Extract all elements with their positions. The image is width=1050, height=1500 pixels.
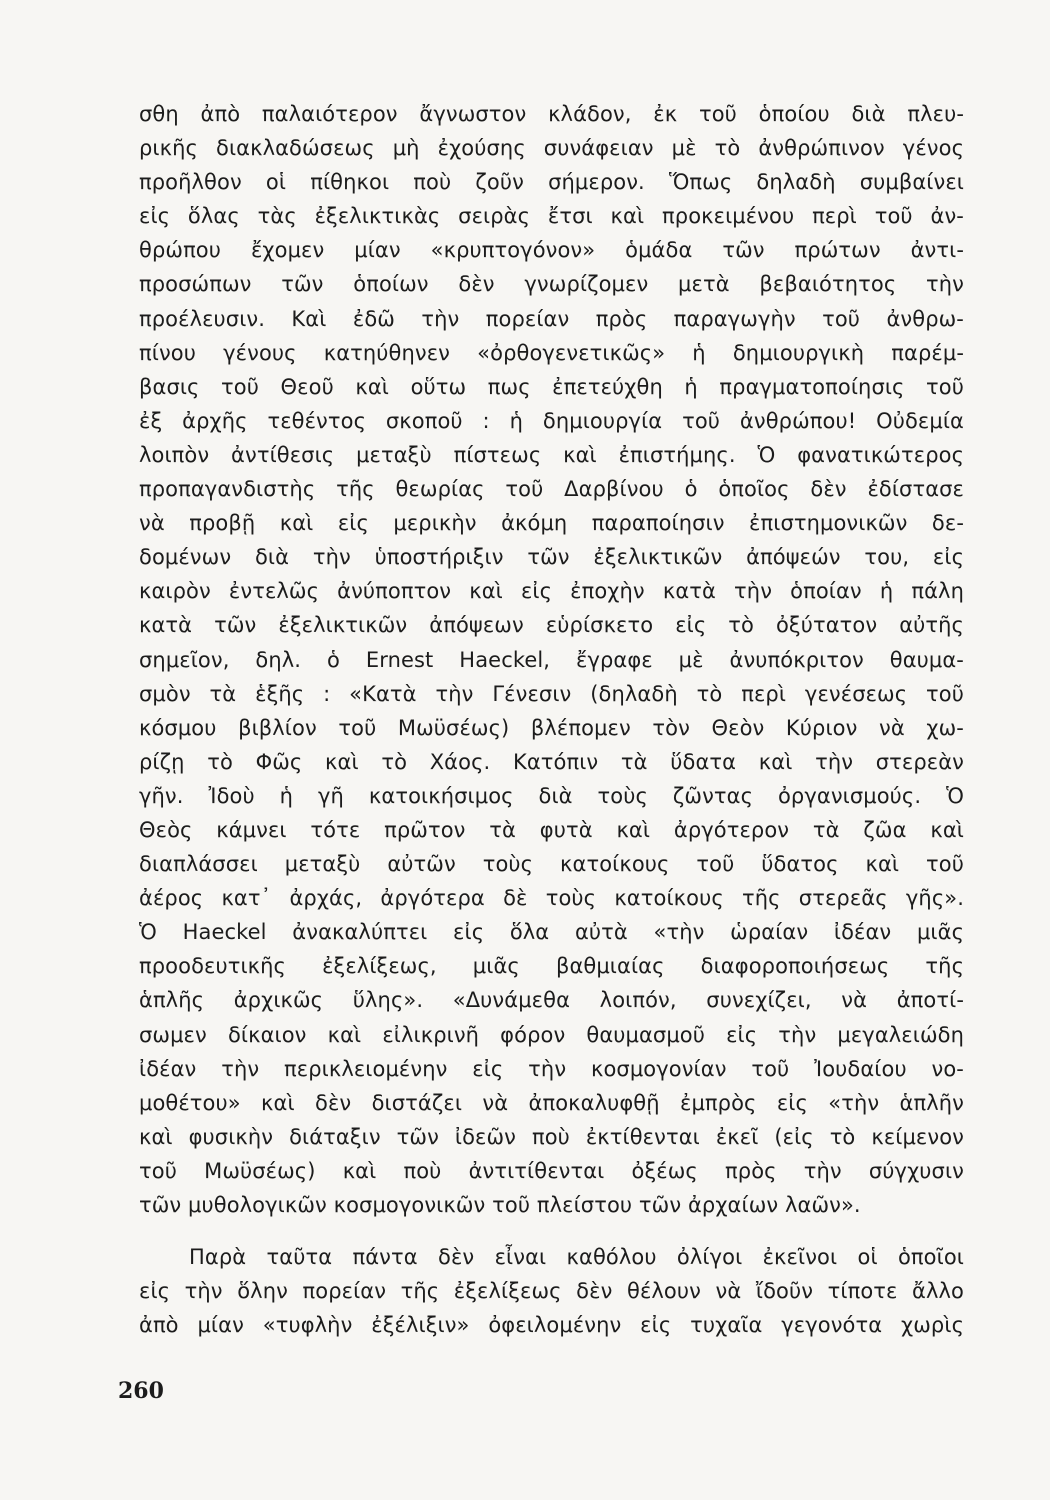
text-line: Παρὰ ταῦτα πάντα δὲν εἶναι καθόλου ὀλίγοι ἐκεῖνοι οἱ ὁποῖοι bbox=[189, 1245, 964, 1269]
text-line: προπαγανδιστὴς τῆς θεωρίας τοῦ Δαρβίνου ὁ ὁποῖος δὲν ἐδίστασε bbox=[139, 477, 964, 502]
text-line: σημεῖον, δηλ. ὁ Ernest Haeckel, ἔγραφε μὲ ἀνυπόκριτον θαυμα- bbox=[139, 647, 964, 672]
text-line: ἀέρος κατ᾿ ἀρχάς, ἀργότερα δὲ τοὺς κατοίκους τῆς στερεᾶς γῆς». bbox=[139, 886, 964, 911]
paragraph-1 bbox=[139, 97, 964, 1222]
text-line: τῶν μυθολογικῶν κοσμογονικῶν τοῦ πλείστου τῶν ἀρχαίων λαῶν». bbox=[139, 1193, 861, 1217]
text-line: μοθέτου» καὶ δὲν διστάζει νὰ ἀποκαλυφθῇ ἐμπρὸς εἰς «τὴν ἁπλῆν bbox=[139, 1090, 964, 1115]
text-line: εἰς τὴν ὅλην πορείαν τῆς ἐξελίξεως δὲν θέλουν νὰ ἴδοῦν τίποτε ἄλλο bbox=[139, 1279, 964, 1304]
text-line: σμὸν τὰ ἑξῆς : «Κατὰ τὴν Γένεσιν (δηλαδὴ τὸ περὶ γενέσεως τοῦ bbox=[139, 681, 964, 706]
text-line: προοδευτικῆς ἐξελίξεως, μιᾶς βαθμιαίας διαφοροποιήσεως τῆς bbox=[139, 954, 964, 979]
page-number: 260 bbox=[118, 1378, 164, 1404]
text-line: κατὰ τῶν ἐξελικτικῶν ἀπόψεων εὑρίσκετο εἰς τὸ ὀξύτατον αὐτῆς bbox=[139, 613, 964, 638]
text-line: λοιπὸν ἀντίθεσις μεταξὺ πίστεως καὶ ἐπιστήμης. Ὁ φανατικώτερος bbox=[139, 442, 964, 467]
text-line: προῆλθον οἱ πίθηκοι ποὺ ζοῦν σήμερον. Ὅπως δηλαδὴ συμβαίνει bbox=[139, 170, 964, 195]
text-line: τοῦ Μωϋσέως) καὶ ποὺ ἀντιτίθενται ὀξέως πρὸς τὴν σύγχυσιν bbox=[139, 1158, 964, 1183]
text-line: νὰ προβῇ καὶ εἰς μερικὴν ἀκόμη παραποίησιν ἐπιστημονικῶν δε- bbox=[139, 511, 964, 536]
text-line: σθη ἀπὸ παλαιότερον ἄγνωστον κλάδον, ἐκ τοῦ ὁποίου διὰ πλευ- bbox=[139, 102, 964, 126]
paragraph-2 bbox=[139, 1240, 964, 1342]
text-line: ἀπὸ μίαν «τυφλὴν ἐξέλιξιν» ὀφειλομένην εἰς τυχαῖα γεγονότα χωρὶς bbox=[139, 1313, 964, 1338]
text-line: Θεὸς κάμνει τότε πρῶτον τὰ φυτὰ καὶ ἀργότερον τὰ ζῶα καὶ bbox=[139, 817, 964, 842]
text-line: Ὁ Haeckel ἀνακαλύπτει εἰς ὅλα αὐτὰ «τὴν ὡραίαν ἰδέαν μιᾶς bbox=[139, 920, 964, 945]
text-line: ρίζῃ τὸ Φῶς καὶ τὸ Χάος. Κατόπιν τὰ ὕδατα καὶ τὴν στερεὰν bbox=[139, 749, 964, 774]
text-line: ἰδέαν τὴν περικλειομένην εἰς τὴν κοσμογονίαν τοῦ Ἰουδαίου νο- bbox=[139, 1056, 964, 1081]
text-line: προέλευσιν. Καὶ ἐδῶ τὴν πορείαν πρὸς παραγωγὴν τοῦ ἀνθρω- bbox=[139, 306, 964, 331]
text-line: εἰς ὅλας τὰς ἐξελικτικὰς σειρὰς ἔτσι καὶ προκειμένου περὶ τοῦ ἀν- bbox=[139, 204, 964, 229]
text-line: διαπλάσσει μεταξὺ αὐτῶν τοὺς κατοίκους τοῦ ὕδατος καὶ τοῦ bbox=[139, 852, 964, 877]
text-line: θρώπου ἔχομεν μίαν «κρυπτογόνον» ὁμάδα τῶν πρώτων ἀντι- bbox=[139, 238, 964, 263]
text-line: κόσμου βιβλίον τοῦ Μωϋσέως) βλέπομεν τὸν Θεὸν Κύριον νὰ χω- bbox=[139, 715, 964, 740]
text-line: βασις τοῦ Θεοῦ καὶ οὕτω πως ἐπετεύχθη ἡ πραγματοποίησις τοῦ bbox=[139, 374, 964, 399]
text-line: ἁπλῆς ἀρχικῶς ὕλης». «Δυνάμεθα λοιπόν, συνεχίζει, νὰ ἀποτί- bbox=[139, 988, 964, 1013]
text-line: καὶ φυσικὴν διάταξιν τῶν ἰδεῶν ποὺ ἐκτίθενται ἐκεῖ (εἰς τὸ κείμενον bbox=[139, 1124, 964, 1149]
text-line: καιρὸν ἐντελῶς ἀνύποπτον καὶ εἰς ἐποχὴν κατὰ τὴν ὁποίαν ἡ πάλη bbox=[139, 579, 964, 604]
text-line: σωμεν δίκαιον καὶ εἰλικρινῆ φόρον θαυμασμοῦ εἰς τὴν μεγαλειώδη bbox=[139, 1022, 964, 1047]
text-line: γῆν. Ἰδοὺ ἡ γῆ κατοικήσιμος διὰ τοὺς ζῶντας ὀργανισμούς. Ὁ bbox=[139, 783, 964, 808]
text-line: ρικῆς διακλαδώσεως μὴ ἐχούσης συνάφειαν μὲ τὸ ἀνθρώπινον γένος bbox=[139, 136, 964, 161]
text-line: ἐξ ἀρχῆς τεθέντος σκοποῦ : ἡ δημιουργία τοῦ ἀνθρώπου! Οὐδεμία bbox=[139, 408, 964, 433]
text-line: πίνου γένους κατηύθηνεν «ὀρθογενετικῶς» ἡ δημιουργικὴ παρέμ- bbox=[139, 340, 964, 365]
text-line: προσώπων τῶν ὁποίων δὲν γνωρίζομεν μετὰ βεβαιότητος τὴν bbox=[139, 272, 964, 297]
text-line: δομένων διὰ τὴν ὑποστήριξιν τῶν ἐξελικτικῶν ἀπόψεών του, εἰς bbox=[139, 545, 964, 570]
